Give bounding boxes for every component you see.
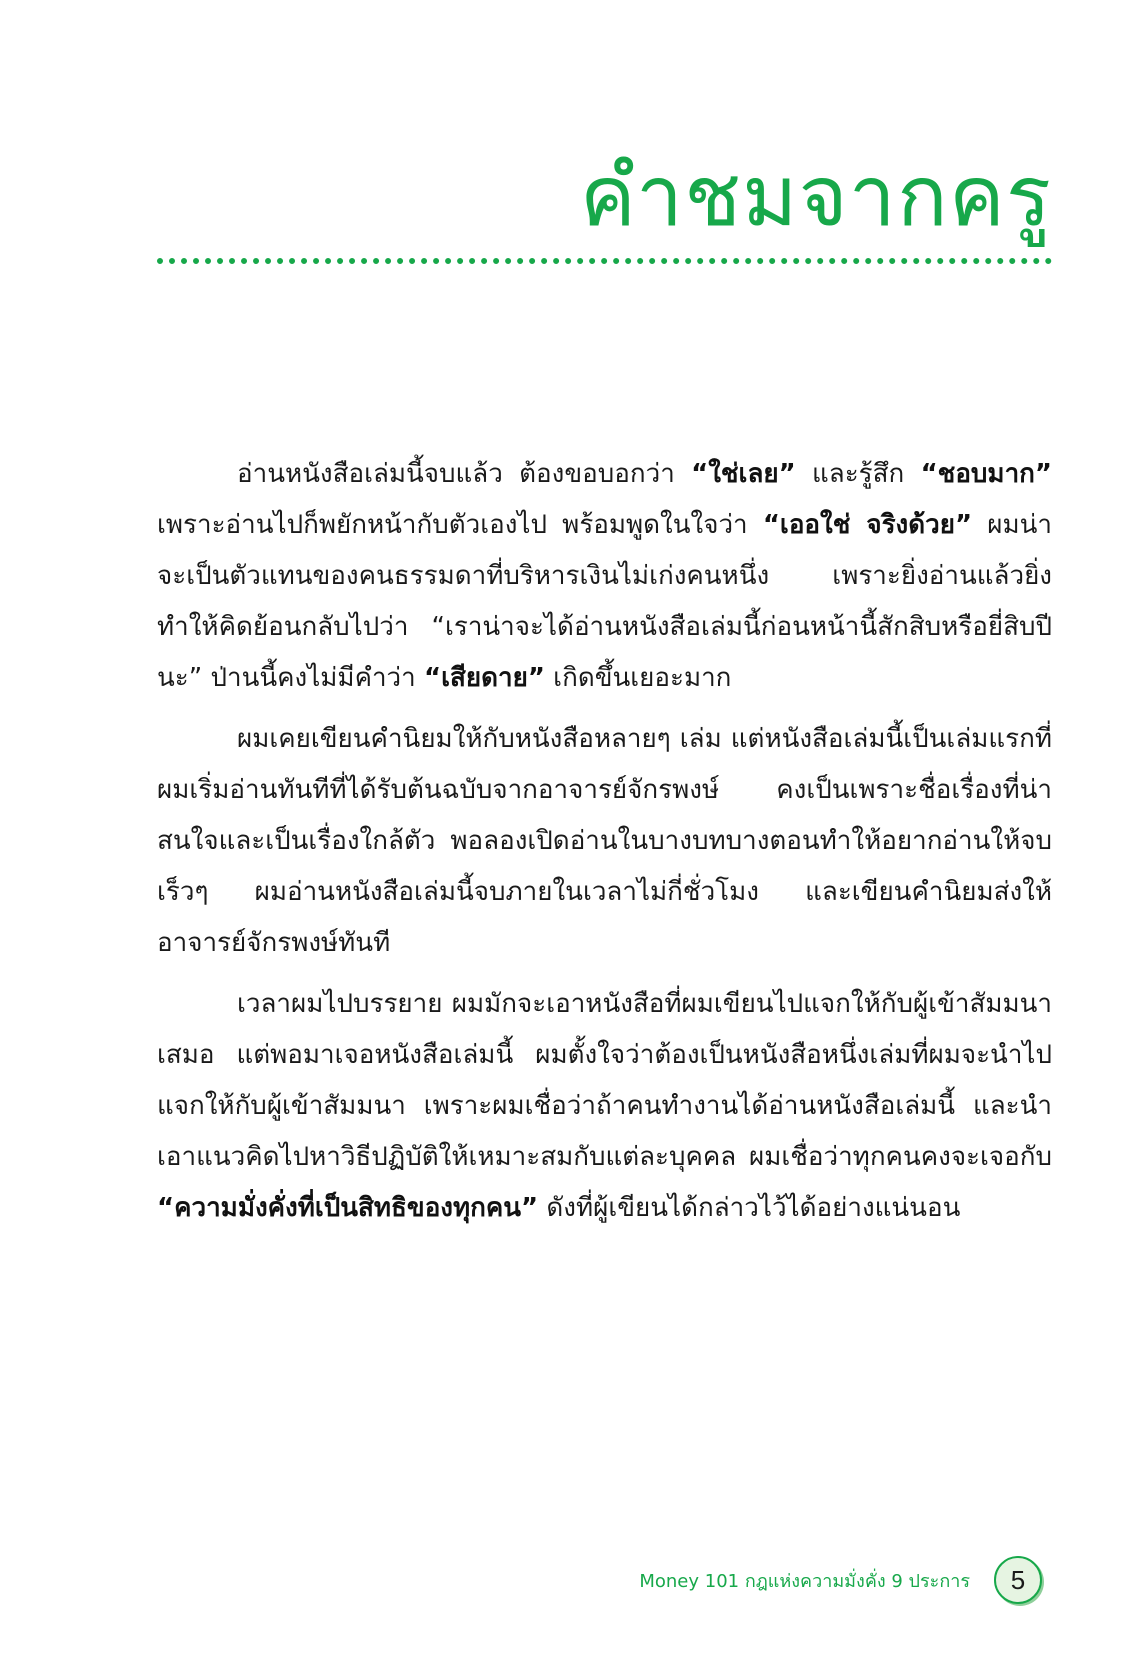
footer-book-title: Money 101 กฎแห่งความมั่งคั่ง 9 ประการ	[639, 1570, 970, 1592]
paragraph-2	[157, 714, 1052, 969]
body-text	[157, 449, 1052, 1244]
paragraph-segment: เกิดขึ้นเยอะมาก	[544, 663, 732, 693]
dotted-title-rule	[157, 258, 1052, 264]
paragraph-3	[157, 979, 1052, 1234]
page-title: คำชมจากครู	[579, 147, 1052, 245]
bold-phrase: “ความมั่งคั่งที่เป็นสิทธิของทุกคน”	[157, 1193, 539, 1223]
page-number-badge: 5	[994, 1556, 1042, 1604]
page-footer	[639, 1556, 1042, 1604]
paragraph-segment: เวลาผมไปบรรยาย ผมมักจะเอาหนังสือที่ผมเขียนไปแจกให้กับผู้เข้าสัมมนาเสมอ แต่พอมาเจอหนังสือเล่มนี้ ผมตั้งใจว่าต้องเป็นหนังสือหนึ่งเล่มที่ผมจะนำไปแจกให้กับผู้เข้าสัมมนา เพราะผมเชื่อว่าถ้าคนทำงานได้อ่านหนังสือเล่มนี้ และนำเอาแนวคิดไปหาวิธีปฏิบัติให้เหมาะสมกับแต่ละบุคคล ผมเชื่อว่าทุกคนคงจะเจอกับ	[157, 989, 1052, 1172]
paragraph-segment: ดังที่ผู้เขียนได้กล่าวไว้ได้อย่างแน่นอน	[538, 1193, 961, 1223]
bold-phrase: “ชอบมาก”	[920, 459, 1052, 489]
paragraph-segment: ผมเคยเขียนคำนิยมให้กับหนังสือหลายๆ เล่ม แต่หนังสือเล่มนี้เป็นเล่มแรกที่ผมเริ่มอ่านทันทีที่ได้รับต้นฉบับจากอาจารย์จักรพงษ์ คงเป็นเพราะชื่อเรื่องที่น่าสนใจและเป็นเรื่องใกล้ตัว พอลองเปิดอ่านในบางบทบางตอนทำให้อยากอ่านให้จบเร็วๆ ผมอ่านหนังสือเล่มนี้จบภายในเวลาไม่กี่ชั่วโมง และเขียนคำนิยมส่งให้อาจารย์จักรพงษ์ทันที	[157, 724, 1052, 958]
bold-phrase: “เออใช่ จริงด้วย”	[762, 510, 973, 540]
bold-phrase: “เสียดาย”	[424, 663, 545, 693]
paragraph-segment: เพราะอ่านไปก็พยักหน้ากับตัวเองไป พร้อมพูดในใจว่า	[157, 510, 763, 540]
paragraph-segment: และรู้สึก	[795, 459, 921, 489]
paragraph-1	[157, 449, 1052, 704]
paragraph-segment: ผมน่าจะเป็นตัวแทนของคนธรรมดาที่บริหารเงินไม่เก่งคนหนึ่ง เพราะยิ่งอ่านแล้วยิ่งทำให้คิดย้อนกลับไปว่า “เราน่าจะได้อ่านหนังสือเล่มนี้ก่อนหน้านี้สักสิบหรือยี่สิบปีนะ” ป่านนี้คงไม่มีคำว่า	[157, 510, 1052, 693]
paragraph-segment: อ่านหนังสือเล่มนี้จบแล้ว ต้องขอบอกว่า	[237, 459, 692, 489]
bold-phrase: “ใช่เลย”	[691, 459, 796, 489]
